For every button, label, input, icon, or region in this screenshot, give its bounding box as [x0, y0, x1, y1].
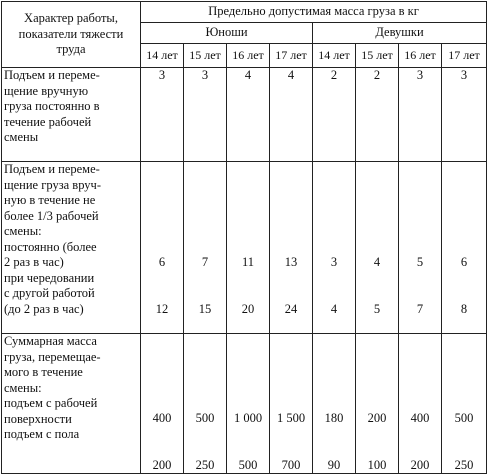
- desc-line: при чередовании: [4, 270, 95, 285]
- desc-line: с другой работой: [4, 286, 95, 300]
- row-description: [2, 162, 141, 334]
- value: 8: [460, 301, 468, 316]
- value-cell: 4: [270, 68, 313, 162]
- value: 6: [460, 255, 468, 269]
- value-cell: [313, 162, 356, 334]
- value: 180: [324, 411, 344, 425]
- value: 90: [327, 457, 341, 472]
- value-cell: [227, 334, 270, 474]
- value: 200: [367, 411, 387, 425]
- value-cell: [442, 162, 487, 334]
- work-type-header-line: Характер работы,: [24, 11, 118, 26]
- desc-line: смены: [4, 130, 39, 144]
- age-header: 14 лет: [313, 44, 356, 68]
- desc-line: Суммарная масса: [4, 334, 97, 348]
- value: 250: [195, 457, 215, 472]
- desc-line: Подъем и переме-: [4, 162, 100, 176]
- group-girls-header: Девушки: [313, 23, 487, 44]
- value: 500: [454, 411, 474, 425]
- desc-line: подъем с пола: [4, 427, 80, 441]
- value: 20: [241, 301, 255, 316]
- value: 3: [330, 255, 338, 269]
- value-cell: [270, 334, 313, 474]
- age-header: 15 лет: [184, 44, 227, 68]
- desc-line: груза постоянно в: [4, 99, 100, 113]
- table-row: [2, 68, 487, 162]
- work-type-header-line: труда: [56, 42, 86, 57]
- value-cell: 3: [442, 68, 487, 162]
- value-cell: 4: [227, 68, 270, 162]
- desc-line: груза, перемещае-: [4, 349, 101, 364]
- value-cell: [399, 334, 442, 474]
- value: 15: [198, 301, 212, 316]
- load-limits-table: [1, 1, 487, 474]
- group-boys-header: Юноши: [141, 23, 313, 44]
- value-cell: [313, 334, 356, 474]
- desc-line: поверхности: [4, 411, 72, 426]
- value-cell: [227, 162, 270, 334]
- desc-line: ную в течение не: [4, 193, 96, 207]
- table-row: [2, 334, 487, 474]
- value: 1 000: [233, 411, 263, 425]
- work-type-header-line: показатели тяжести: [18, 26, 124, 41]
- value-cell: [356, 162, 399, 334]
- value: 400: [410, 411, 430, 425]
- value-cell: 3: [141, 68, 184, 162]
- value-cell: [442, 334, 487, 474]
- value: 500: [195, 411, 215, 425]
- value: 1 500: [276, 411, 306, 425]
- header-row-top: [2, 2, 487, 23]
- value-cell: [141, 162, 184, 334]
- value-cell: [184, 162, 227, 334]
- value: 400: [152, 411, 172, 425]
- desc-line: щение груза вруч-: [4, 177, 101, 192]
- value: 7: [201, 255, 209, 269]
- desc-line: подъем с рабочей: [4, 396, 98, 410]
- value: 4: [373, 255, 381, 269]
- value: 100: [367, 457, 387, 472]
- value: 200: [410, 457, 430, 472]
- value-cell: [356, 334, 399, 474]
- value: 12: [155, 301, 169, 316]
- work-type-header: [2, 2, 141, 68]
- value-cell: [270, 162, 313, 334]
- desc-line: Подъем и переме-: [4, 68, 100, 82]
- value: 5: [416, 255, 424, 269]
- value: 700: [281, 457, 301, 472]
- desc-line: смены:: [4, 224, 42, 238]
- desc-line: течение рабочей: [4, 114, 92, 129]
- desc-line: (до 2 раз в час): [4, 301, 84, 316]
- desc-line: смены:: [4, 380, 42, 395]
- value: 250: [454, 457, 474, 472]
- value: 11: [241, 255, 255, 269]
- row-description: [2, 334, 141, 474]
- value: 4: [330, 301, 338, 316]
- desc-line: щение вручную: [4, 83, 89, 98]
- value-cell: [184, 334, 227, 474]
- value-cell: 2: [356, 68, 399, 162]
- value-cell: 3: [184, 68, 227, 162]
- age-header: 15 лет: [356, 44, 399, 68]
- desc-line: постоянно (более: [4, 239, 97, 254]
- age-header: 17 лет: [270, 44, 313, 68]
- value: 5: [373, 301, 381, 316]
- value-cell: 2: [313, 68, 356, 162]
- max-mass-header: Предельно допустимая масса груза в кг: [141, 2, 487, 23]
- value-cell: [399, 162, 442, 334]
- age-header: 14 лет: [141, 44, 184, 68]
- age-header: 16 лет: [399, 44, 442, 68]
- value-cell: [141, 334, 184, 474]
- value: 200: [152, 457, 172, 472]
- table-row: [2, 162, 487, 334]
- value-cell: 3: [399, 68, 442, 162]
- desc-line: мого в течение: [4, 365, 83, 379]
- desc-line: более 1/3 рабочей: [4, 208, 99, 223]
- value: 500: [238, 457, 258, 472]
- value: 7: [416, 301, 424, 316]
- desc-line: 2 раз в час): [4, 255, 64, 269]
- row-description: [2, 68, 141, 162]
- value: 13: [284, 255, 298, 269]
- value: 24: [284, 301, 298, 316]
- value: 6: [158, 255, 166, 269]
- age-header: 16 лет: [227, 44, 270, 68]
- age-header: 17 лет: [442, 44, 487, 68]
